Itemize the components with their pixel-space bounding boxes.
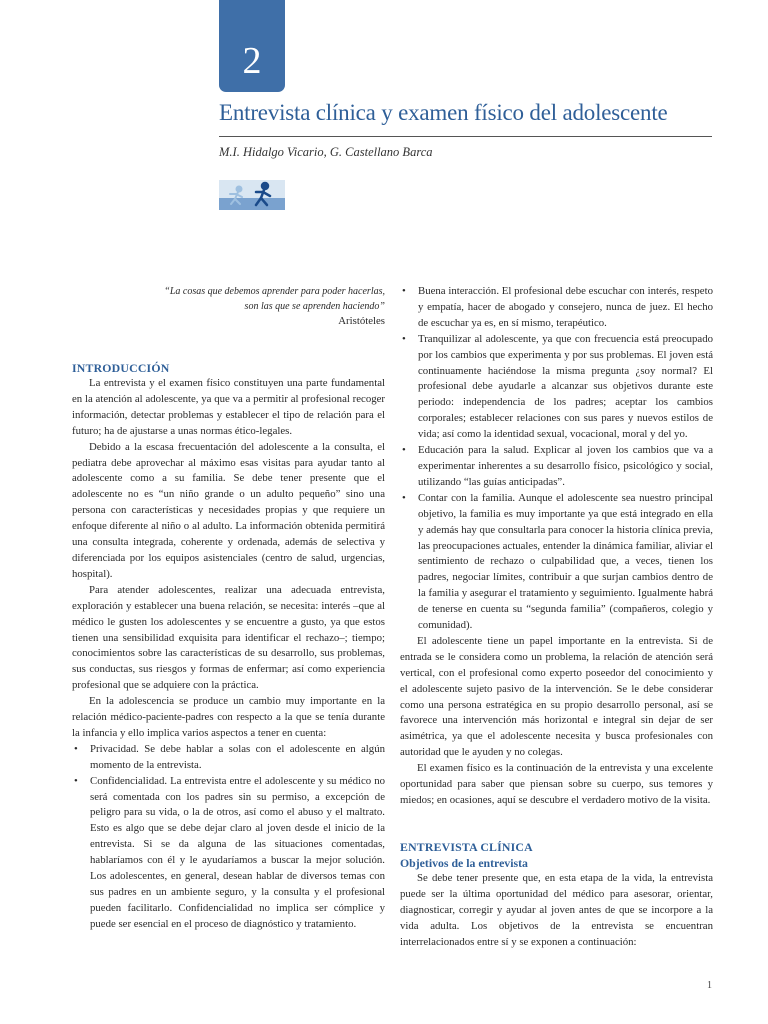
page-title: Entrevista clínica y examen físico del adolescente <box>219 100 668 125</box>
chapter-number-tab <box>219 0 285 92</box>
section-spacer <box>400 809 713 839</box>
authors: M.I. Hidalgo Vicario, G. Castellano Barca <box>219 145 433 159</box>
paragraph: El examen físico es la continuación de la entrevista y una excelente oportunidad para saber que piensan sobre su cuerpo, sus temores y miedos; en ocasiones, aquí se descubre el verdadero motivo de la visita. <box>400 762 713 806</box>
list-item: • Contar con la familia. Aunque el adolescente sea nuestro principal objetivo, la familia es muy importante ya que está integrado en ella y además hay que consultarla para conocer la historia clínica previa, las preocupaciones actuales, entender la dinámica familiar, aliviar el sentimiento de rechazo o culpabilidad que, a veces, tienen los padres, negociar límites, contribuir a que surjan cambios dentro de la familia y asegurar el tratamiento y seguimiento. Igualmente habrá de tenerse en cuenta su “segunda familia” (compañeros, colegio y comunidad). <box>400 491 713 634</box>
list-item: • Privacidad. Se debe hablar a solas con el adolescente en algún momento de la entrevista. <box>72 742 385 774</box>
epigraph-line-1: “La cosas que debemos aprender para poder hacerlas, <box>164 286 385 297</box>
paragraph: Se debe tener presente que, en esta etapa de la vida, la entrevista puede ser la última oportunidad del médico para asesorar, orientar, diagnosticar, corregir y ayudar al joven antes de que se incorpore a la vida adulta. Los objetivos de la entrevista se encuentran interrelacionados entre sí y se exponen a continuación: <box>400 871 713 948</box>
section-heading-clinical-interview: ENTREVISTA CLÍNICA <box>400 839 533 854</box>
chapter-number: 2 <box>242 40 262 82</box>
paragraph: Debido a la escasa frecuentación del adolescente a la consulta, el pediatra debe aprovechar al máximo esas visitas para ayudar tanto al adolescente como a su familia. Se debe tener presente que el adolescente no es “un niño grande o un adulto pequeño” sino una persona con características y necesidades propias y que requiere un enfoque diferente al niño o al adulto. La información obtenida permitirá una consulta integrada, coherente y ordenada, además de selectiva y diferenciada por los equipos asistenciales (centro de salud, urgencias, hospital). <box>72 440 385 580</box>
list-item: • Buena interacción. El profesional debe escuchar con interés, respeto y empatía, hacer de abogado y consejero, nunca de juez. El hecho de escuchar ya es, en sí mismo, terapéutico. <box>400 284 713 332</box>
epigraph <box>72 284 385 329</box>
list-item: • Educación para la salud. Explicar al joven los cambios que va a experimentar inherentes a su desarrollo físico, psicológico y social, utilizando “las guías anticipadas”. <box>400 443 713 491</box>
page-number: 1 <box>707 980 712 991</box>
bullet-list <box>72 742 385 933</box>
epigraph-author: Aristóteles <box>338 315 385 327</box>
left-column <box>72 284 385 933</box>
right-column <box>400 284 713 950</box>
paragraph: Para atender adolescentes, realizar una adecuada entrevista, exploración y establecer una buena relación, se necesita: interés –que al médico le gusten los adolescentes y se encuentre a gusto, ya que estos tienen una sensibilidad exquisita para identificar el rechazo–; tiempo; conocimientos sobre las características de su desarrollo, sus problemas, sus conductas, sus riesgos y formas de enfermar; así como experiencia profesional que se adquiere con la práctica. <box>72 583 385 692</box>
list-item: • Confidencialidad. La entrevista entre el adolescente y su médico no será comentada con los padres sin su permiso, a excepción de peligro para su vida, o la de otros, así como el abuso y el maltrato. Esto es algo que se debe dejar claro al joven desde el inicio de la entrevista. Si se da alguna de las situaciones comentadas, hablaríamos con él y le ayudaríamos a buscar la mejor solución. Los adolescentes, en general, desean hablar de diversos temas con sus padres en un ambiente seguro, y la consulta y el profesional pueden facilitarlo. Confidencialidad no implica ser cómplice y puede ser esencial en el proceso de diagnóstico y tratamiento. <box>72 774 385 933</box>
paragraph: El adolescente tiene un papel importante en la entrevista. Si de entrada se le considera como un problema, la relación de atención será vertical, con el profesional como experto poseedor del conocimiento y el adolescente sujeto pasivo de la intervención. Se le debe considerar como una persona estratégica en su propio desarrollo personal, así se favorece una intervención más horizontal e integral sin dejar de ser asimétrica, ya que el adolescente necesita y busca profesionales con autoridad que le ayuden y no colegas. <box>400 634 713 759</box>
paragraph: La entrevista y el examen físico constituyen una parte fundamental en la atención al adolescente, ya que va a permitir al profesional recoger información, detectar problemas y establecer el tipo de relación para el futuro; ha de ajustarse a unas normas ético-legales. <box>72 377 385 437</box>
bullet-list <box>400 284 713 634</box>
running-figures-icon <box>219 180 285 210</box>
title-divider <box>219 136 712 137</box>
subsection-heading-objectives: Objetivos de la entrevista <box>400 855 528 870</box>
epigraph-line-2: son las que se aprenden haciendo” <box>244 301 385 312</box>
section-heading-introduction: INTRODUCCIÓN <box>72 361 170 375</box>
list-item: • Tranquilizar al adolescente, ya que con frecuencia está preocupado por los cambios que experimenta y por sus problemas. El joven está continuamente haciéndose la misma pregunta ¿soy normal? El profesional debe ayudarle a alcanzar sus objetivos durante este periodo: independencia de los padres; aceptar los cambios corporales; establecer relaciones con sus pares y nuevos estilos de vida; así como la identidad sexual, vocacional, moral y del yo. <box>400 332 713 443</box>
paragraph: En la adolescencia se produce un cambio muy importante en la relación médico-paciente-padres con respecto a la que se tenía durante la infancia y ello implica varios aspectos a tener en cuenta: <box>72 695 385 739</box>
